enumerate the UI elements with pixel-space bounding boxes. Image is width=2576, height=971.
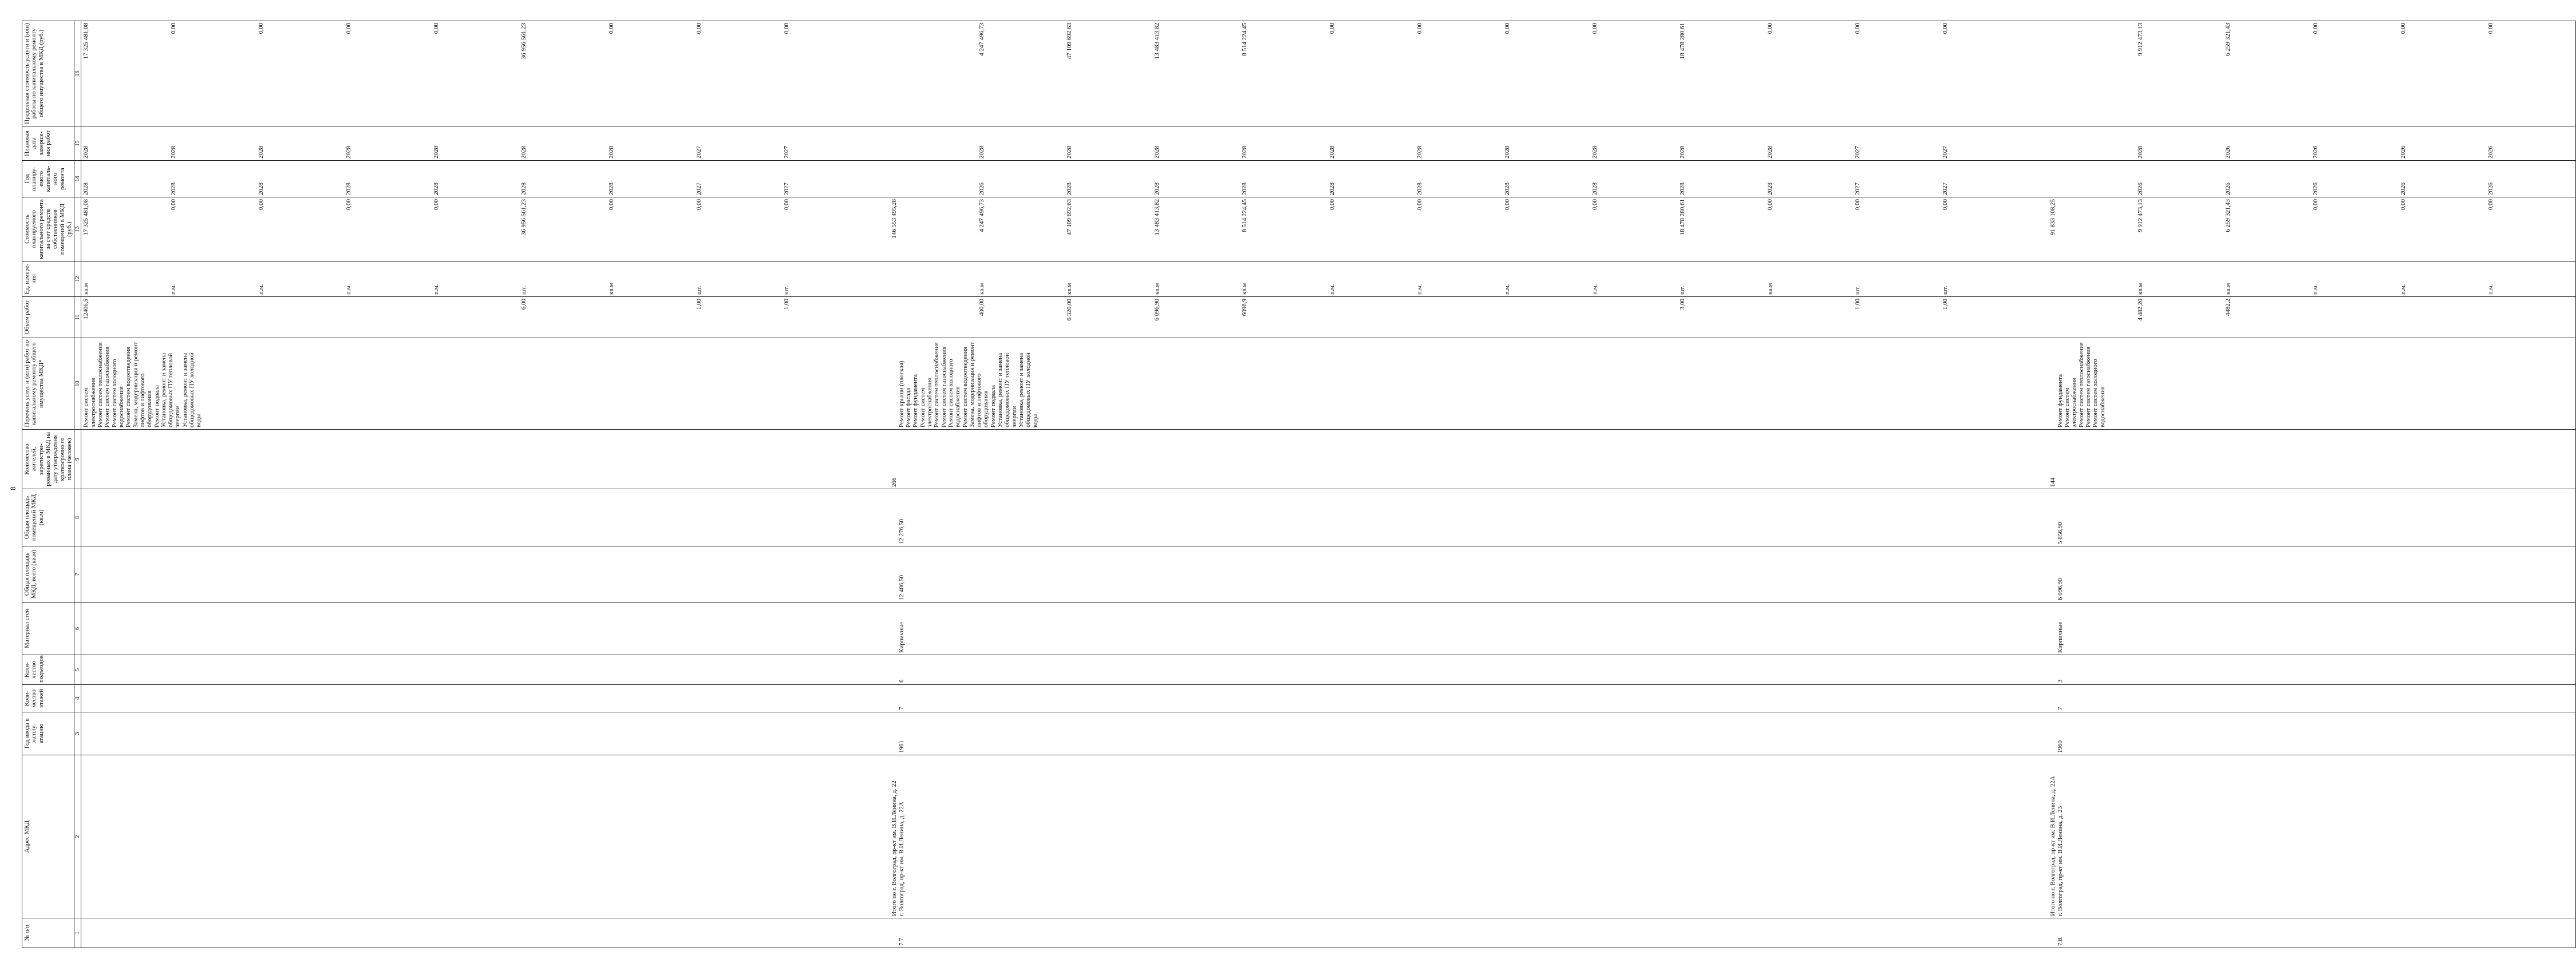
cell-line: 0,00 [1942,23,1949,34]
cell-line [2487,299,2575,336]
cell-line: п.м. [345,284,353,295]
cell-line: шт. [1854,286,1862,295]
cell-line: Установка, ремонт и замена общедомовых ПУ тепловой энергии [160,352,181,427]
cell-line: 9 912 473,13 [2137,23,2144,56]
year-built: 1961 [898,740,905,753]
cell-line: кв.м [608,283,615,295]
cell-line: 2028 [1153,183,1161,195]
cell-line: Ремонт систем газоснабжения [940,346,947,427]
end-date-cell [81,126,872,161]
cell-line [170,299,258,336]
cell-line: 2028 [1679,146,1686,158]
residents: 266 [891,477,898,487]
end-date-cell [871,126,2030,161]
cell-line: шт. [1679,286,1686,295]
cell-line: 2028 [1767,146,1774,158]
cell-line: Ремонт систем теплоснабжения [933,342,941,427]
cell-line: 2026 [2225,146,2232,158]
year-cell [2030,161,2576,197]
cell-line: 2028 [1329,183,1336,195]
cell-line: 0,00 [433,199,440,211]
cell-line: 6096,9 [1241,299,1249,316]
cell-line: Ремонт фасада [905,387,912,427]
address-cell [871,755,2030,918]
cell-line: п.м. [170,284,177,295]
column-number: 13 [74,197,81,261]
cell-line: 18 478 280,61 [1679,23,1686,60]
cell-line: 2028 [1153,146,1161,158]
cell-line: кв.м [1767,283,1774,295]
cell-line: 2027 [1942,183,1949,195]
cell-line: Замена, модернизация и ремонт лифтов и лифтового оборудования [968,342,990,427]
cell-line: кв.м [2137,283,2144,295]
header-cell: Год ввода в эксплу-атацию [22,712,74,755]
cost-cell [871,197,2030,261]
cell-line: 0,00 [2487,199,2495,211]
header-cell: Год планиру-емого капиталь-ного ремонта [22,161,74,197]
cell-line: Установка, ремонт и замена общедомовых ПУ холодной воды [181,352,203,427]
cell-line: 8 514 224,45 [1241,23,1249,56]
cell-line: 8 514 224,45 [1241,199,1249,232]
cell-line: Ремонт крыши (плоская) [898,360,905,427]
cell-line: 2028 [1241,146,1249,158]
wall-material: Кирпичные [2056,621,2064,653]
header-cell: Коли-чество этажей [22,685,74,712]
cell-line: 0,00 [1416,199,1424,211]
cell-line: п.м. [1504,284,1511,295]
cell-line: 2027 [696,183,703,195]
cell-line: 4 482,20 [2137,299,2144,321]
cell-line: кв.м [82,283,90,295]
cell-line: Ремонт систем водоотведения [961,347,969,427]
cell-line: 2026 [978,183,986,195]
cell-line: 2027 [696,146,703,158]
volume-cell [81,297,872,338]
cell-line: 0,00 [696,23,703,34]
cell-line: 12406,5 [82,299,90,319]
cell-line: 4 247 496,73 [978,199,986,232]
address: г. Волгоград, пр-кт им. В.И.Ленина, д. 22А [898,802,905,916]
cell-line: 2026 [2312,183,2320,195]
unit-cell [81,261,872,297]
cell-line [1329,299,1416,336]
cell-line: 2028 [1329,146,1336,158]
total-area: 6 096,90 [2056,578,2064,600]
header-cell: Стоимость планируемого капитального ремонта за счет средств собственников помещений в МКД (руб.) [22,197,74,261]
column-number: 12 [74,261,81,297]
floors: 7 [2056,707,2064,710]
cell-line: кв.м [1066,283,1073,295]
cell-line: 0,00 [258,23,265,34]
header-cell: Общая площадь помещений МКД (кв.м) [22,489,74,546]
column-number: 3 [74,712,81,755]
cell-line: 0,00 [345,23,353,34]
entrances: 3 [2056,679,2064,683]
works-cell [81,338,872,430]
column-number: 11 [74,297,81,338]
cell-line: 1,00 [1942,299,1949,310]
cell-line: 3,00 [1679,299,1686,310]
cell-line: Ремонт систем холодного водоснабжения [947,359,962,427]
cell-line: 6 320,00 [1066,299,1073,321]
cell-line: Ремонт систем теплоснабжения [2077,342,2085,427]
cell-line: шт. [1942,286,1949,295]
cell-line [2312,299,2400,336]
cost-cell [81,197,872,261]
cell-line: 2028 [170,183,177,195]
cell-line: 2028 [170,146,177,158]
cell-line: Установка, ремонт и замена общедомовых ПУ тепловой энергии [997,352,1018,427]
cell-line [345,299,433,336]
cell-line: 2028 [345,146,353,158]
cell-line: кв.м [1241,283,1249,295]
cell-line: 1,00 [696,299,703,310]
cell-line: 18 478 280,61 [1679,199,1686,236]
cell-line: 2028 [978,146,986,158]
year-built: 1960 [2056,740,2064,753]
limit-cell [2030,21,2576,126]
total-label: Итого по г. Волгоград, пр-кт им. В.И.Ленина, д. 22 [891,780,898,916]
cell-line: 0,00 [1767,199,1774,211]
column-number: 10 [74,338,81,430]
cell-line: 2028 [1504,183,1511,195]
cell-line: 6 096,90 [1153,299,1161,321]
cell-line [2400,299,2487,336]
cell-line [1504,299,1591,336]
cell-line: 1,00 [1854,299,1862,310]
cell-line: 0,00 [1416,23,1424,34]
cell-line: 0,00 [258,199,265,211]
cell-line: п.м. [258,284,265,295]
cost-cell [2030,197,2576,261]
cell-line: 0,00 [170,199,177,211]
cell-line: 2028 [433,183,440,195]
cell-line: 2026 [2312,146,2320,158]
unit-cell [2030,261,2576,297]
cell-line: 2028 [1591,146,1599,158]
cell-line [433,299,520,336]
cell-line: 2027 [783,146,791,158]
cell-line: 2028 [608,183,615,195]
cell-line: Ремонт подвала [989,385,997,427]
volume-cell [2030,297,2576,338]
column-number: 6 [74,603,81,655]
cell-line: 4 247 496,73 [978,23,986,56]
cell-line [1416,299,1504,336]
cell-line: 0,00 [1329,199,1336,211]
cell-line: п.м. [1416,284,1424,295]
works-cell [871,338,2030,430]
table-row [2030,21,2576,948]
cell-line: 0,00 [1504,199,1511,211]
cell-line: 0,00 [1854,23,1862,34]
cell-line: 2026 [2400,183,2407,195]
header-cell: Коли-чество подъездов [22,655,74,685]
cell-line: п.м. [433,284,440,295]
cell-line: 0,00 [170,23,177,34]
cell-line: 2028 [1066,183,1073,195]
column-number: 14 [74,161,81,197]
cell-line: Ремонт систем теплоснабжения [97,342,104,427]
cell-line: Ремонт фундамента [912,374,919,427]
page-number: 8 [9,486,17,490]
cell-line: 2027 [1942,146,1949,158]
cell-line: 0,00 [2400,199,2407,211]
row-number: 7.8. [2030,918,2576,948]
cell-line: 0,00 [783,199,791,211]
cell-line: 400,00 [978,299,986,316]
cell-line: 6,00 [520,299,528,310]
cell-line: 2028 [1679,183,1686,195]
table-row [871,21,2030,948]
cell-line: 0,00 [696,199,703,211]
header-row [22,21,74,948]
row-number: 7.7. [871,918,2030,948]
cell-line: 13 483 413,82 [1153,23,1161,60]
entrances: 6 [898,679,905,683]
cell-line [258,299,345,336]
header-cell: Количество жителей, зарегистри-рованных в МКД на дату утверждения краткосрочно го плана (человек) [22,430,74,489]
column-number: 1 [74,918,81,948]
cell-line: Замена, модернизация и ремонт лифтов и лифтового оборудования [132,342,153,427]
total-label: Итого по г. Волгоград, пр-кт им. В.И.Ленина, д. 22А [2049,776,2057,916]
total-cost: 146 553 495,28 [891,199,898,239]
column-number: 15 [74,126,81,161]
cell-line: 0,00 [1854,199,1862,211]
cell-line: 0,00 [1767,23,1774,34]
address: г. Волгоград, пр-кт им. В.И.Ленина, д. 23 [2056,806,2064,916]
cell-line: 4482,2 [2225,299,2232,316]
column-number: 7 [74,546,81,603]
column-number-row [74,21,81,948]
total-cost: 91 833 108,25 [2049,199,2057,236]
cell-line: 0,00 [608,199,615,211]
cell-line: шт. [696,286,703,295]
cell-line: 36 956 561,23 [520,23,528,60]
cell-line: 0,00 [2312,23,2320,34]
residents: 144 [2049,477,2057,487]
cell-line: 2028 [1241,183,1249,195]
cell-line: 2027 [1854,183,1862,195]
cell-line: 2027 [783,183,791,195]
cell-line: 2028 [1416,146,1424,158]
header-cell: Перечень услуг и (или) работ по капитальному ремонту общего имущества МКД* [22,338,74,430]
header-cell: Объем работ [22,297,74,338]
header-cell: Адрес МКД [22,755,74,918]
header-cell: Плановая дата заверше-ния работ [22,126,74,161]
header-cell: Материал стен [22,603,74,655]
cell-line: 0,00 [1591,199,1599,211]
cell-line: 0,00 [1591,23,1599,34]
header-cell: № п/п [22,918,74,948]
column-number: 4 [74,685,81,712]
cell-line: 36 956 561,23 [520,199,528,236]
cell-line: шт. [520,286,528,295]
column-number: 8 [74,489,81,546]
cell-line: 47 109 692,63 [1066,199,1073,236]
end-date-cell [2030,126,2576,161]
year-cell [871,161,2030,197]
cell-line: 2027 [1854,146,1862,158]
cell-line: 6 259 321,43 [2225,23,2232,56]
cell-line [1591,299,1679,336]
cell-line: п.м. [2487,284,2495,295]
cell-line: Ремонт систем газоснабжения [2084,346,2092,427]
cell-line: п.м. [1329,284,1336,295]
cell-line: 2028 [608,146,615,158]
cell-line: 0,00 [433,23,440,34]
cell-line: 17 325 481,08 [82,23,90,60]
cell-line [1767,299,1854,336]
cell-line: Ремонт систем электроснабжения [919,378,933,427]
cell-line: 2028 [1767,183,1774,195]
cell-line: 2028 [520,183,528,195]
cell-line: Ремонт систем газоснабжения [104,346,111,427]
cell-line: кв.м [2225,283,2232,295]
cell-line: кв.м [1153,283,1161,295]
unit-cell [871,261,2030,297]
table-row [81,21,872,948]
cell-line: 0,00 [1504,23,1511,34]
cell-line: 2026 [2487,183,2495,195]
wall-material: Кирпичные [898,621,905,653]
year-cell [81,161,872,197]
cell-line: Ремонт систем электроснабжения [82,378,97,427]
column-number: 5 [74,655,81,685]
header-cell: Общая площадь МКД, всего (кв.м) [22,546,74,603]
cell-line: 0,00 [608,23,615,34]
column-number: 2 [74,755,81,918]
cell-line: Ремонт систем холодного водоснабжения [2092,359,2106,427]
cell-line: 2028 [82,146,90,158]
volume-cell [871,297,2030,338]
total-area: 12 406,50 [898,575,905,600]
cell-line: 6 259 321,43 [2225,199,2232,232]
premises-area: 5 856,90 [2056,522,2064,544]
cell-line: 2028 [433,146,440,158]
works-cell [2030,338,2576,430]
header-cell: Ед. измере-ния [22,261,74,297]
cell-line: 2028 [2137,146,2144,158]
cell-line: 0,00 [1942,199,1949,211]
cell-line: 2028 [520,146,528,158]
cell-line: 0,00 [345,199,353,211]
cell-line: 9 912 473,13 [2137,199,2144,232]
cell-line: 1,00 [783,299,791,310]
cell-line: Ремонт фундамента [2056,374,2064,427]
cell-line: 2028 [258,146,265,158]
cell-line: 0,00 [783,23,791,34]
cell-line: Ремонт систем холодного водоснабжения [110,359,125,427]
cell-line: 0,00 [2487,23,2495,34]
cell-line: 0,00 [1329,23,1336,34]
cell-line: Ремонт систем электроснабжения [2064,378,2078,427]
capital-repair-table [22,21,2576,948]
cell-line: 2026 [2400,146,2407,158]
cell-line: 2026 [2225,183,2232,195]
cell-line: п.м. [2400,284,2407,295]
premises-area: 12 276,50 [898,519,905,544]
cell-line: п.м. [2312,284,2320,295]
cell-line: п.м. [1591,284,1599,295]
address-cell [2030,755,2576,918]
cell-line: 2026 [2487,146,2495,158]
cell-line: Ремонт систем водоотведения [125,347,132,427]
column-number: 16 [74,21,81,126]
cell-line: 2028 [1504,146,1511,158]
limit-cell [871,21,2030,126]
cell-line: 2028 [1416,183,1424,195]
limit-cell [81,21,872,126]
cell-line: 13 483 413,82 [1153,199,1161,236]
cell-line: кв.м [978,283,986,295]
cell-line: Установка, ремонт и замена общедомовых ПУ холодной воды [1018,352,1039,427]
cell-line: 2028 [258,183,265,195]
cell-line: шт. [783,286,791,295]
cell-line: 47 109 692,63 [1066,23,1073,60]
cell-line: 0,00 [2312,199,2320,211]
cell-line: 2028 [82,183,90,195]
cell-line: Ремонт подвала [153,385,160,427]
cell-line: 2028 [1591,183,1599,195]
cell-line: 17 325 481,08 [82,199,90,236]
floors: 7 [898,707,905,710]
column-number: 9 [74,430,81,489]
cell-line [608,299,696,336]
cell-line: 0,00 [2400,23,2407,34]
header-cell: Предельная стоимость услуги и (или) работы по капитальному ремонту общего имущества в МКД (руб.) [22,21,74,126]
cell-line: 2028 [345,183,353,195]
cell-line: 2028 [1066,146,1073,158]
cell-line: 2026 [2137,183,2144,195]
